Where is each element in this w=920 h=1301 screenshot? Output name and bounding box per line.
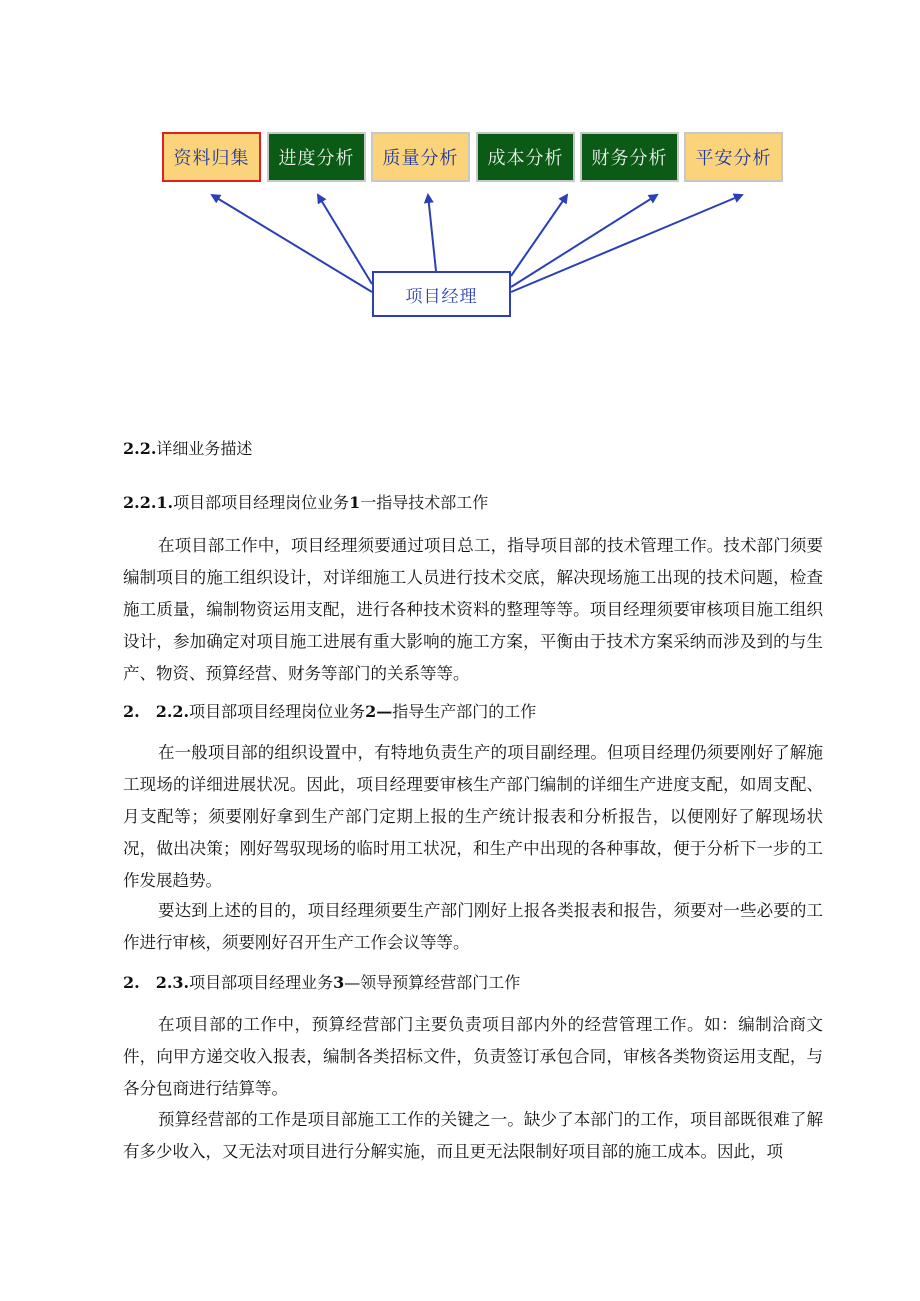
heading-number: 2.3. bbox=[155, 973, 190, 992]
heading-suffix: 一指导技术部工作 bbox=[360, 493, 489, 512]
heading-index: 2— bbox=[365, 702, 393, 721]
arrow-to-box-3 bbox=[428, 195, 436, 271]
heading-2-2-1 bbox=[123, 490, 488, 513]
box-progress-analysis bbox=[267, 132, 366, 182]
heading-2-2-3 bbox=[123, 970, 520, 993]
org-diagram bbox=[0, 0, 920, 340]
heading-title: 项目部项目经理岗位业务 bbox=[173, 493, 350, 512]
heading-index: 1 bbox=[349, 493, 361, 512]
heading-number: 2.2.1. bbox=[123, 493, 174, 512]
heading-2-2-2 bbox=[123, 699, 536, 722]
heading-prefix: 2. bbox=[123, 702, 140, 721]
box-safety-analysis bbox=[684, 132, 783, 182]
arrow-to-box-6 bbox=[511, 195, 742, 292]
box-label: 成本分析 bbox=[487, 148, 564, 169]
manager-box bbox=[372, 271, 511, 317]
heading-title: 项目部项目经理业务 bbox=[189, 973, 334, 992]
paragraph-1: 在项目部工作中，项目经理须要通过项目总工，指导项目部的技术管理工作。技术部门须要编制项目的施工组织设计，对详细施工人员进行技术交底，解决现场施工出现的技术问题，检查施工质量，编制物资运用支配，进行各种技术资料的整理等等。项目经理须要审核项目施工组织设计，参加确定对项目施工进展有重大影响的施工方案，平衡由于技术方案采纳而涉及到的与生产、物资、预算经营、财务等部门的关系等等。 bbox=[123, 536, 823, 683]
heading-title: 详细业务描述 bbox=[156, 439, 253, 458]
box-cost-analysis bbox=[476, 132, 575, 182]
heading-number: 2.2. bbox=[123, 439, 157, 458]
box-label: 资料归集 bbox=[173, 148, 250, 169]
arrow-to-box-2 bbox=[318, 195, 372, 284]
box-label: 进度分析 bbox=[278, 148, 355, 169]
box-finance-analysis bbox=[580, 132, 679, 182]
heading-index: 3 bbox=[333, 973, 345, 992]
heading-2-2 bbox=[123, 436, 252, 459]
paragraph-4: 在项目部的工作中，预算经营部门主要负责项目部内外的经营管理工作。如：编制洽商文件，向甲方递交收入报表，编制各类招标文件，负责签订承包合同，审核各类物资运用支配，与各分包商进行结算等。 bbox=[123, 1015, 823, 1098]
heading-number: 2.2. bbox=[155, 702, 190, 721]
box-label: 财务分析 bbox=[591, 148, 668, 169]
heading-suffix: 指导生产部门的工作 bbox=[392, 702, 537, 721]
heading-prefix: 2. bbox=[123, 973, 140, 992]
paragraph-3: 要达到上述的目的，项目经理须要生产部门刚好上报各类报表和报告，须要对一些必要的工作进行审核，须要刚好召开生产工作会议等等。 bbox=[123, 901, 823, 952]
heading-title: 项目部项目经理岗位业务 bbox=[189, 702, 366, 721]
heading-suffix: —领导预算经营部门工作 bbox=[344, 973, 521, 992]
box-quality-analysis bbox=[371, 132, 470, 182]
box-label: 质量分析 bbox=[382, 148, 459, 169]
arrow-to-box-4 bbox=[511, 195, 567, 276]
paragraph-2: 在一般项目部的组织设置中，有特地负责生产的项目副经理。但项目经理仍须要刚好了解施工现场的详细进展状况。因此，项目经理要审核生产部门编制的详细生产进度支配，如周支配、月支配等；须要刚好拿到生产部门定期上报的生产统计报表和分析报告，以便刚好了解现场状况，做出决策；刚好驾驭现场的临时用工状况，和生产中出现的各种事故，便于分析下一步的工作发展趋势。 bbox=[123, 743, 823, 890]
box-label: 平安分析 bbox=[695, 148, 772, 169]
paragraph-5: 预算经营部的工作是项目部施工工作的关键之一。缺少了本部门的工作，项目部既很难了解有多少收入，又无法对项目进行分解实施，而且更无法限制好项目部的施工成本。因此，项 bbox=[123, 1110, 823, 1161]
box-data-collection bbox=[162, 132, 261, 182]
arrow-to-box-5 bbox=[511, 195, 657, 287]
manager-label: 项目经理 bbox=[405, 286, 478, 307]
